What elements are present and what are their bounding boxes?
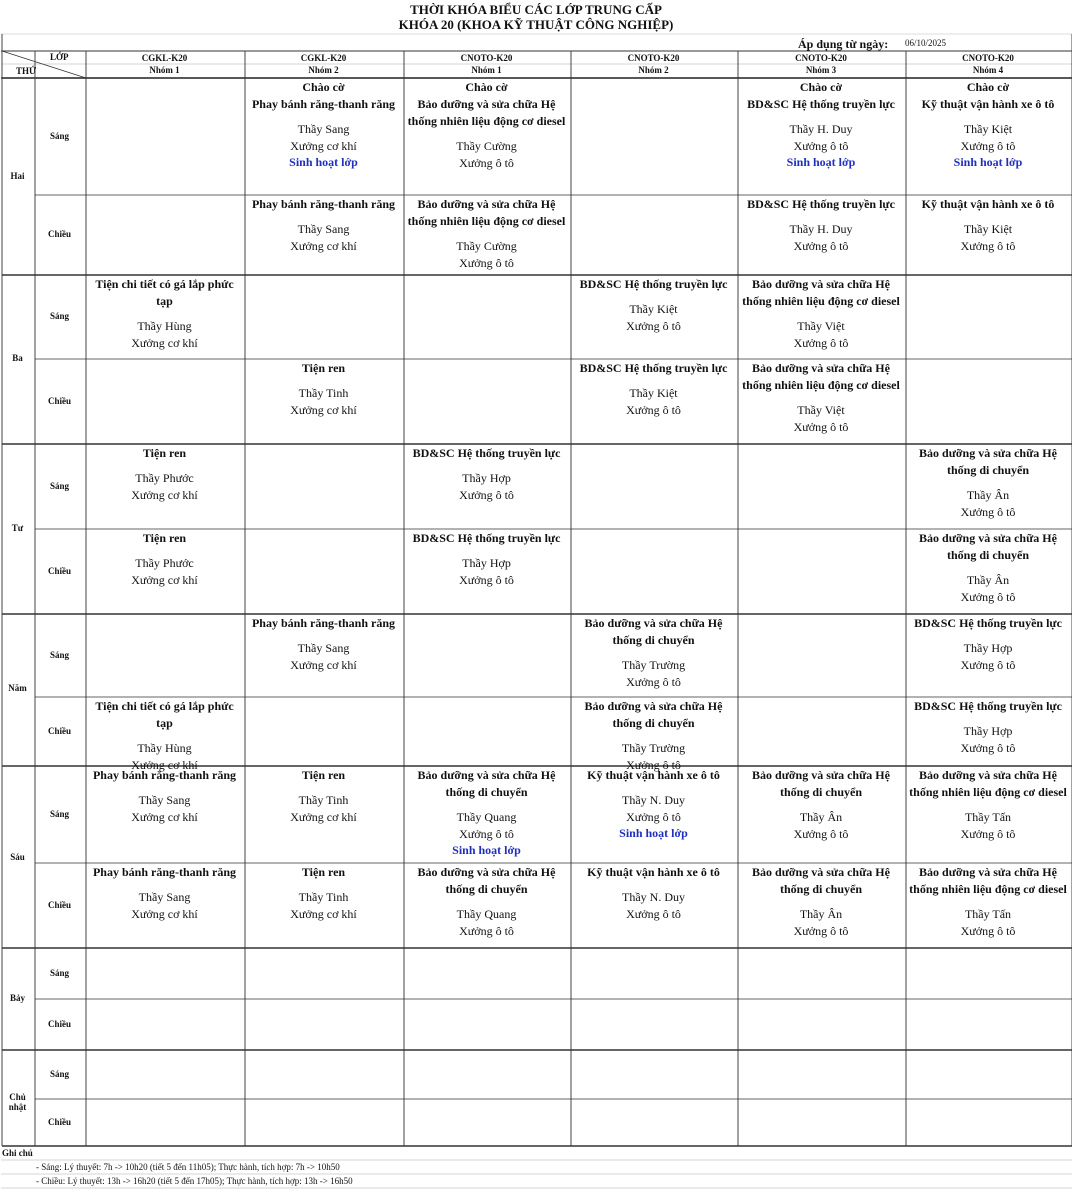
room-name: Xưởng cơ khí	[290, 238, 357, 253]
room-name: Xưởng cơ khí	[131, 809, 198, 824]
class-code: CNOTO-K20	[460, 53, 513, 63]
room-name: Xưởng ô tô	[459, 826, 514, 841]
spacer	[87, 881, 242, 889]
room-name: Xưởng ô tô	[459, 155, 514, 170]
room-name: Xưởng ô tô	[626, 757, 681, 772]
class-group: Nhóm 3	[805, 65, 837, 75]
page-title: THỜI KHÓA BIỂU CÁC LỚP TRUNG CẤP	[410, 2, 662, 17]
teacher-name: Thầy Kiệt	[629, 386, 678, 400]
schedule-cell	[87, 767, 242, 825]
room-name: Xưởng cơ khí	[131, 335, 198, 350]
room-name: Xưởng ô tô	[626, 318, 681, 333]
schedule-cell	[907, 196, 1069, 254]
class-activity: Sinh hoạt lớp	[289, 155, 358, 169]
class-header	[905, 52, 1071, 76]
spacer	[405, 130, 568, 138]
class-header	[737, 52, 905, 76]
room-name: Xưởng ô tô	[960, 504, 1016, 519]
subject-name: Bảo dưỡng và sửa chữa Hệ thống di chuyển	[919, 531, 1057, 562]
teacher-name: Thầy Cường	[456, 139, 517, 153]
subject-name: BD&SC Hệ thống truyền lực	[747, 197, 895, 211]
schedule-cell	[739, 79, 903, 170]
subject-name: Bảo dưỡng và sửa chữa Hệ thống di chuyển	[584, 616, 723, 647]
spacer	[405, 462, 568, 470]
schedule-cell	[739, 276, 903, 351]
session-label: Chiều	[47, 395, 71, 406]
schedule-cell	[907, 445, 1069, 520]
schedule-cell	[405, 767, 568, 858]
spacer	[572, 293, 735, 301]
teacher-name: Thầy Hùng	[137, 741, 192, 755]
schedule-cell	[246, 360, 401, 418]
room-name: Xưởng ô tô	[960, 589, 1016, 604]
subject-name: Kỹ thuật vận hành xe ô tô	[587, 768, 720, 782]
subject-name: Phay bánh răng-thanh răng	[251, 197, 396, 211]
subject-name: BD&SC Hệ thống truyền lực	[579, 361, 728, 375]
teacher-name: Thầy Ân	[799, 810, 843, 824]
subject-name: Bảo dưỡng và sửa chữa Hệ thống di chuyển	[417, 865, 556, 896]
room-name: Xưởng ô tô	[626, 674, 681, 689]
subject-name: BD&SC Hệ thống truyền lực	[412, 531, 561, 545]
schedule-cell	[907, 79, 1069, 170]
subject-name: BD&SC Hệ thống truyền lực	[914, 699, 1062, 713]
spacer	[572, 881, 735, 889]
session-label: Sáng	[49, 808, 69, 819]
class-header	[403, 52, 570, 76]
teacher-name: Thầy Hợp	[963, 641, 1013, 655]
spacer	[87, 732, 242, 740]
class-header	[85, 52, 244, 76]
room-name: Xưởng ô tô	[960, 740, 1016, 755]
subject-name: Tiện ren	[142, 531, 187, 545]
teacher-name: Thầy Việt	[797, 319, 845, 333]
subject-name: Tiện ren	[301, 768, 346, 782]
spacer	[405, 547, 568, 555]
spacer	[739, 898, 903, 906]
day-label: Sáu	[10, 852, 25, 862]
class-code: CNOTO-K20	[627, 53, 680, 63]
schedule-cell	[87, 530, 242, 588]
schedule-cell	[246, 767, 401, 825]
teacher-name: Thầy Trường	[621, 741, 686, 755]
subject-name: BD&SC Hệ thống truyền lực	[412, 446, 561, 460]
session-label: Chiều	[47, 1116, 71, 1127]
teacher-name: Thầy Sang	[297, 122, 350, 136]
teacher-name: Thầy Ân	[966, 488, 1010, 502]
room-name: Xưởng cơ khí	[131, 906, 198, 921]
schedule-cell	[907, 615, 1069, 673]
class-group: Nhóm 1	[471, 65, 502, 75]
schedule-cell	[87, 445, 242, 503]
session-label: Sáng	[49, 649, 69, 660]
day-label: Tư	[11, 523, 24, 533]
spacer	[572, 732, 735, 740]
session-label: Chiều	[47, 565, 71, 576]
spacer	[907, 113, 1069, 121]
subject-name: Bảo dưỡng và sửa chữa Hệ thống di chuyển	[919, 446, 1057, 477]
subject-name: BD&SC Hệ thống truyền lực	[579, 277, 728, 291]
subject-name: Bảo dưỡng và sửa chữa Hệ thống di chuyển	[752, 865, 890, 896]
day-label: Năm	[8, 683, 27, 693]
subject-name: BD&SC Hệ thống truyền lực	[914, 616, 1062, 630]
room-name: Xưởng ô tô	[459, 255, 514, 270]
room-name: Xưởng ô tô	[626, 809, 681, 824]
teacher-name: Thầy Tinh	[298, 890, 349, 904]
subject-name: Kỹ thuật vận hành xe ô tô	[921, 197, 1055, 211]
spacer	[405, 230, 568, 238]
class-header	[244, 52, 403, 76]
session-label: Chiều	[47, 899, 71, 910]
room-name: Xưởng ô tô	[960, 138, 1016, 153]
column-header-class: LỚP	[50, 52, 69, 62]
day-label: Ba	[12, 353, 23, 363]
class-activity: Sinh hoạt lớp	[786, 155, 856, 169]
session-label: Sáng	[49, 480, 69, 491]
teacher-name: Thầy H. Duy	[789, 222, 853, 236]
room-name: Xưởng ô tô	[793, 138, 849, 153]
schedule-cell	[405, 445, 568, 503]
schedule-cell	[405, 196, 568, 271]
room-name: Xưởng ô tô	[793, 923, 849, 938]
note-line-morning: - Sáng: Lý thuyết: 7h -> 10h20 (tiết 5 đến 11h05); Thực hành, tích hợp: 7h -> 10h50	[36, 1162, 340, 1172]
subject-name: Bảo dưỡng và sửa chữa Hệ thống di chuyển	[584, 699, 723, 730]
room-name: Xưởng ô tô	[459, 487, 514, 502]
ceremony-label: Chào cờ	[465, 80, 508, 94]
teacher-name: Thầy Sang	[138, 793, 191, 807]
class-code: CGKL-K20	[300, 53, 347, 63]
class-group: Nhóm 1	[149, 65, 180, 75]
room-name: Xưởng ô tô	[793, 238, 849, 253]
class-group: Nhóm 2	[308, 65, 339, 75]
subject-name: Tiện ren	[301, 361, 346, 375]
room-name: Xưởng cơ khí	[290, 906, 357, 921]
note-line-afternoon: - Chiều: Lý thuyết: 13h -> 16h20 (tiết 5 đến 17h05); Thực hành, tích hợp: 13h -> 16h50	[36, 1176, 353, 1186]
session-label: Chiều	[47, 725, 71, 736]
spacer	[246, 377, 401, 385]
grid-line	[2, 51, 86, 78]
spacer	[907, 213, 1069, 221]
spacer	[739, 801, 903, 809]
schedule-cell	[739, 767, 903, 842]
room-name: Xưởng ô tô	[960, 657, 1016, 672]
room-name: Xưởng cơ khí	[290, 138, 357, 153]
apply-date-label: Áp dụng từ ngày:	[798, 37, 889, 51]
class-code: CNOTO-K20	[962, 53, 1014, 63]
class-activity: Sinh hoạt lớp	[953, 155, 1023, 169]
teacher-name: Thầy Việt	[797, 403, 845, 417]
spacer	[739, 213, 903, 221]
page-subtitle: KHÓA 20 (KHOA KỸ THUẬT CÔNG NGHIỆP)	[398, 17, 674, 32]
spacer	[246, 881, 401, 889]
spacer	[907, 898, 1069, 906]
day-label: Bảy	[9, 993, 25, 1003]
session-label: Chiều	[47, 1018, 71, 1029]
spacer	[572, 377, 735, 385]
teacher-name: Thầy Kiệt	[963, 222, 1013, 236]
room-name: Xưởng ô tô	[793, 419, 849, 434]
session-label: Sáng	[49, 1068, 69, 1079]
teacher-name: Thầy Tấn	[964, 907, 1012, 921]
schedule-cell	[87, 698, 242, 773]
class-header	[570, 52, 737, 76]
teacher-name: Thầy Sang	[138, 890, 191, 904]
subject-name: Bảo dưỡng và sửa chữa Hệ thống nhiên liệu động cơ diesel	[742, 361, 900, 392]
subject-name: Phay bánh răng-thanh răng	[92, 865, 237, 879]
schedule-cell	[87, 276, 242, 351]
teacher-name: Thầy N. Duy	[622, 890, 685, 904]
teacher-name: Thầy Sang	[297, 641, 350, 655]
spacer	[87, 547, 242, 555]
room-name: Xưởng cơ khí	[290, 657, 357, 672]
schedule-cell	[739, 864, 903, 939]
subject-name: Phay bánh răng-thanh răng	[251, 97, 396, 111]
schedule-cell	[572, 864, 735, 922]
ceremony-label: Chào cờ	[966, 80, 1010, 94]
room-name: Xưởng ô tô	[459, 923, 514, 938]
spacer	[907, 479, 1069, 487]
session-label: Chiều	[47, 229, 71, 239]
room-name: Xưởng cơ khí	[131, 572, 198, 587]
teacher-name: Thầy Tấn	[964, 810, 1012, 824]
subject-name: Bảo dưỡng và sửa chữa Hệ thống nhiên liệu động cơ diesel	[909, 865, 1067, 896]
schedule-cell	[405, 864, 568, 939]
teacher-name: Thầy Trường	[621, 658, 686, 672]
schedule-cell	[246, 79, 401, 170]
schedule-cell	[739, 196, 903, 254]
schedule-cell	[405, 79, 568, 171]
spacer	[907, 632, 1069, 640]
spacer	[87, 310, 242, 318]
class-activity: Sinh hoạt lớp	[452, 843, 521, 857]
schedule-cell	[572, 698, 735, 773]
spacer	[87, 784, 242, 792]
room-name: Xưởng ô tô	[960, 826, 1016, 841]
subject-name: Phay bánh răng-thanh răng	[251, 616, 396, 630]
subject-name: Bảo dưỡng và sửa chữa Hệ thống di chuyển	[417, 768, 556, 799]
room-name: Xưởng cơ khí	[290, 402, 357, 417]
teacher-name: Thầy H. Duy	[789, 122, 853, 136]
spacer	[405, 898, 568, 906]
teacher-name: Thầy N. Duy	[622, 793, 685, 807]
day-label: Chủ nhật	[8, 1092, 27, 1112]
spacer	[87, 462, 242, 470]
spacer	[907, 801, 1069, 809]
schedule-cell	[907, 698, 1069, 756]
teacher-name: Thầy Hợp	[963, 724, 1013, 738]
room-name: Xưởng ô tô	[626, 402, 681, 417]
teacher-name: Thầy Cường	[456, 239, 517, 253]
spacer	[739, 310, 903, 318]
class-code: CNOTO-K20	[795, 53, 847, 63]
schedule-cell	[572, 767, 735, 841]
teacher-name: Thầy Kiệt	[629, 302, 678, 316]
room-name: Xưởng ô tô	[960, 923, 1016, 938]
schedule-cell	[572, 276, 735, 334]
class-activity: Sinh hoạt lớp	[619, 826, 688, 840]
spacer	[405, 801, 568, 809]
spacer	[907, 715, 1069, 723]
subject-name: Tiện ren	[142, 446, 187, 460]
subject-name: Phay bánh răng-thanh răng	[92, 768, 237, 782]
schedule-cell	[246, 615, 401, 673]
schedule-cell	[246, 196, 401, 254]
schedule-cell	[572, 615, 735, 690]
spacer	[739, 113, 903, 121]
session-label: Sáng	[49, 130, 69, 141]
day-label: Hai	[10, 171, 25, 181]
schedule-cell	[907, 864, 1069, 939]
teacher-name: Thầy Quang	[456, 810, 517, 824]
schedule-cell	[87, 864, 242, 922]
room-name: Xưởng ô tô	[793, 826, 849, 841]
spacer	[572, 649, 735, 657]
class-code: CGKL-K20	[141, 53, 188, 63]
teacher-name: Thầy Tinh	[298, 386, 349, 400]
room-name: Xưởng ô tô	[960, 238, 1016, 253]
teacher-name: Thầy Ân	[799, 907, 843, 921]
spacer	[246, 784, 401, 792]
schedule-cell	[572, 360, 735, 418]
spacer	[907, 564, 1069, 572]
spacer	[246, 632, 401, 640]
schedule-cell	[907, 530, 1069, 605]
subject-name: Tiện chi tiết có gá lắp phức tạp	[95, 277, 234, 308]
room-name: Xưởng cơ khí	[131, 487, 198, 502]
spacer	[572, 784, 735, 792]
class-group: Nhóm 4	[972, 65, 1004, 75]
ceremony-label: Chào cờ	[799, 80, 843, 94]
room-name: Xưởng ô tô	[459, 572, 514, 587]
room-name: Xưởng cơ khí	[131, 757, 198, 772]
session-label: Sáng	[49, 311, 69, 321]
room-name: Xưởng cơ khí	[290, 809, 357, 824]
teacher-name: Thầy Kiệt	[963, 122, 1013, 136]
spacer	[739, 394, 903, 402]
teacher-name: Thầy Hùng	[137, 319, 192, 333]
teacher-name: Thầy Hợp	[462, 556, 511, 570]
subject-name: Kỹ thuật vận hành xe ô tô	[921, 97, 1055, 111]
schedule-cell	[907, 767, 1069, 842]
subject-name: Bảo dưỡng và sửa chữa Hệ thống nhiên liệu động cơ diesel	[407, 97, 566, 128]
notes-title: Ghi chú	[2, 1148, 33, 1158]
schedule-cell	[739, 360, 903, 435]
subject-name: Bảo dưỡng và sửa chữa Hệ thống nhiên liệu động cơ diesel	[742, 277, 900, 308]
subject-name: Bảo dưỡng và sửa chữa Hệ thống nhiên liệu động cơ diesel	[909, 768, 1067, 799]
teacher-name: Thầy Phước	[135, 471, 194, 485]
room-name: Xưởng ô tô	[793, 335, 849, 350]
teacher-name: Thầy Ân	[966, 573, 1010, 587]
ceremony-label: Chào cờ	[302, 80, 345, 94]
teacher-name: Thầy Quang	[456, 907, 517, 921]
spacer	[246, 113, 401, 121]
subject-name: Tiện chi tiết có gá lắp phức tạp	[95, 699, 234, 730]
session-label: Sáng	[49, 967, 69, 978]
subject-name: Bảo dưỡng và sửa chữa Hệ thống di chuyển	[752, 768, 890, 799]
subject-name: Bảo dưỡng và sửa chữa Hệ thống nhiên liệu động cơ diesel	[407, 197, 566, 228]
subject-name: BD&SC Hệ thống truyền lực	[747, 97, 895, 111]
teacher-name: Thầy Sang	[297, 222, 350, 236]
spacer	[246, 213, 401, 221]
row-header-day: THỨ	[16, 66, 37, 76]
subject-name: Tiện ren	[301, 865, 346, 879]
schedule-cell	[405, 530, 568, 588]
teacher-name: Thầy Hợp	[462, 471, 511, 485]
teacher-name: Thầy Tinh	[298, 793, 349, 807]
schedule-cell	[246, 864, 401, 922]
subject-name: Kỹ thuật vận hành xe ô tô	[587, 865, 720, 879]
apply-date-value: 06/10/2025	[905, 38, 947, 48]
class-group: Nhóm 2	[638, 65, 669, 75]
room-name: Xưởng ô tô	[626, 906, 681, 921]
teacher-name: Thầy Phước	[135, 556, 194, 570]
